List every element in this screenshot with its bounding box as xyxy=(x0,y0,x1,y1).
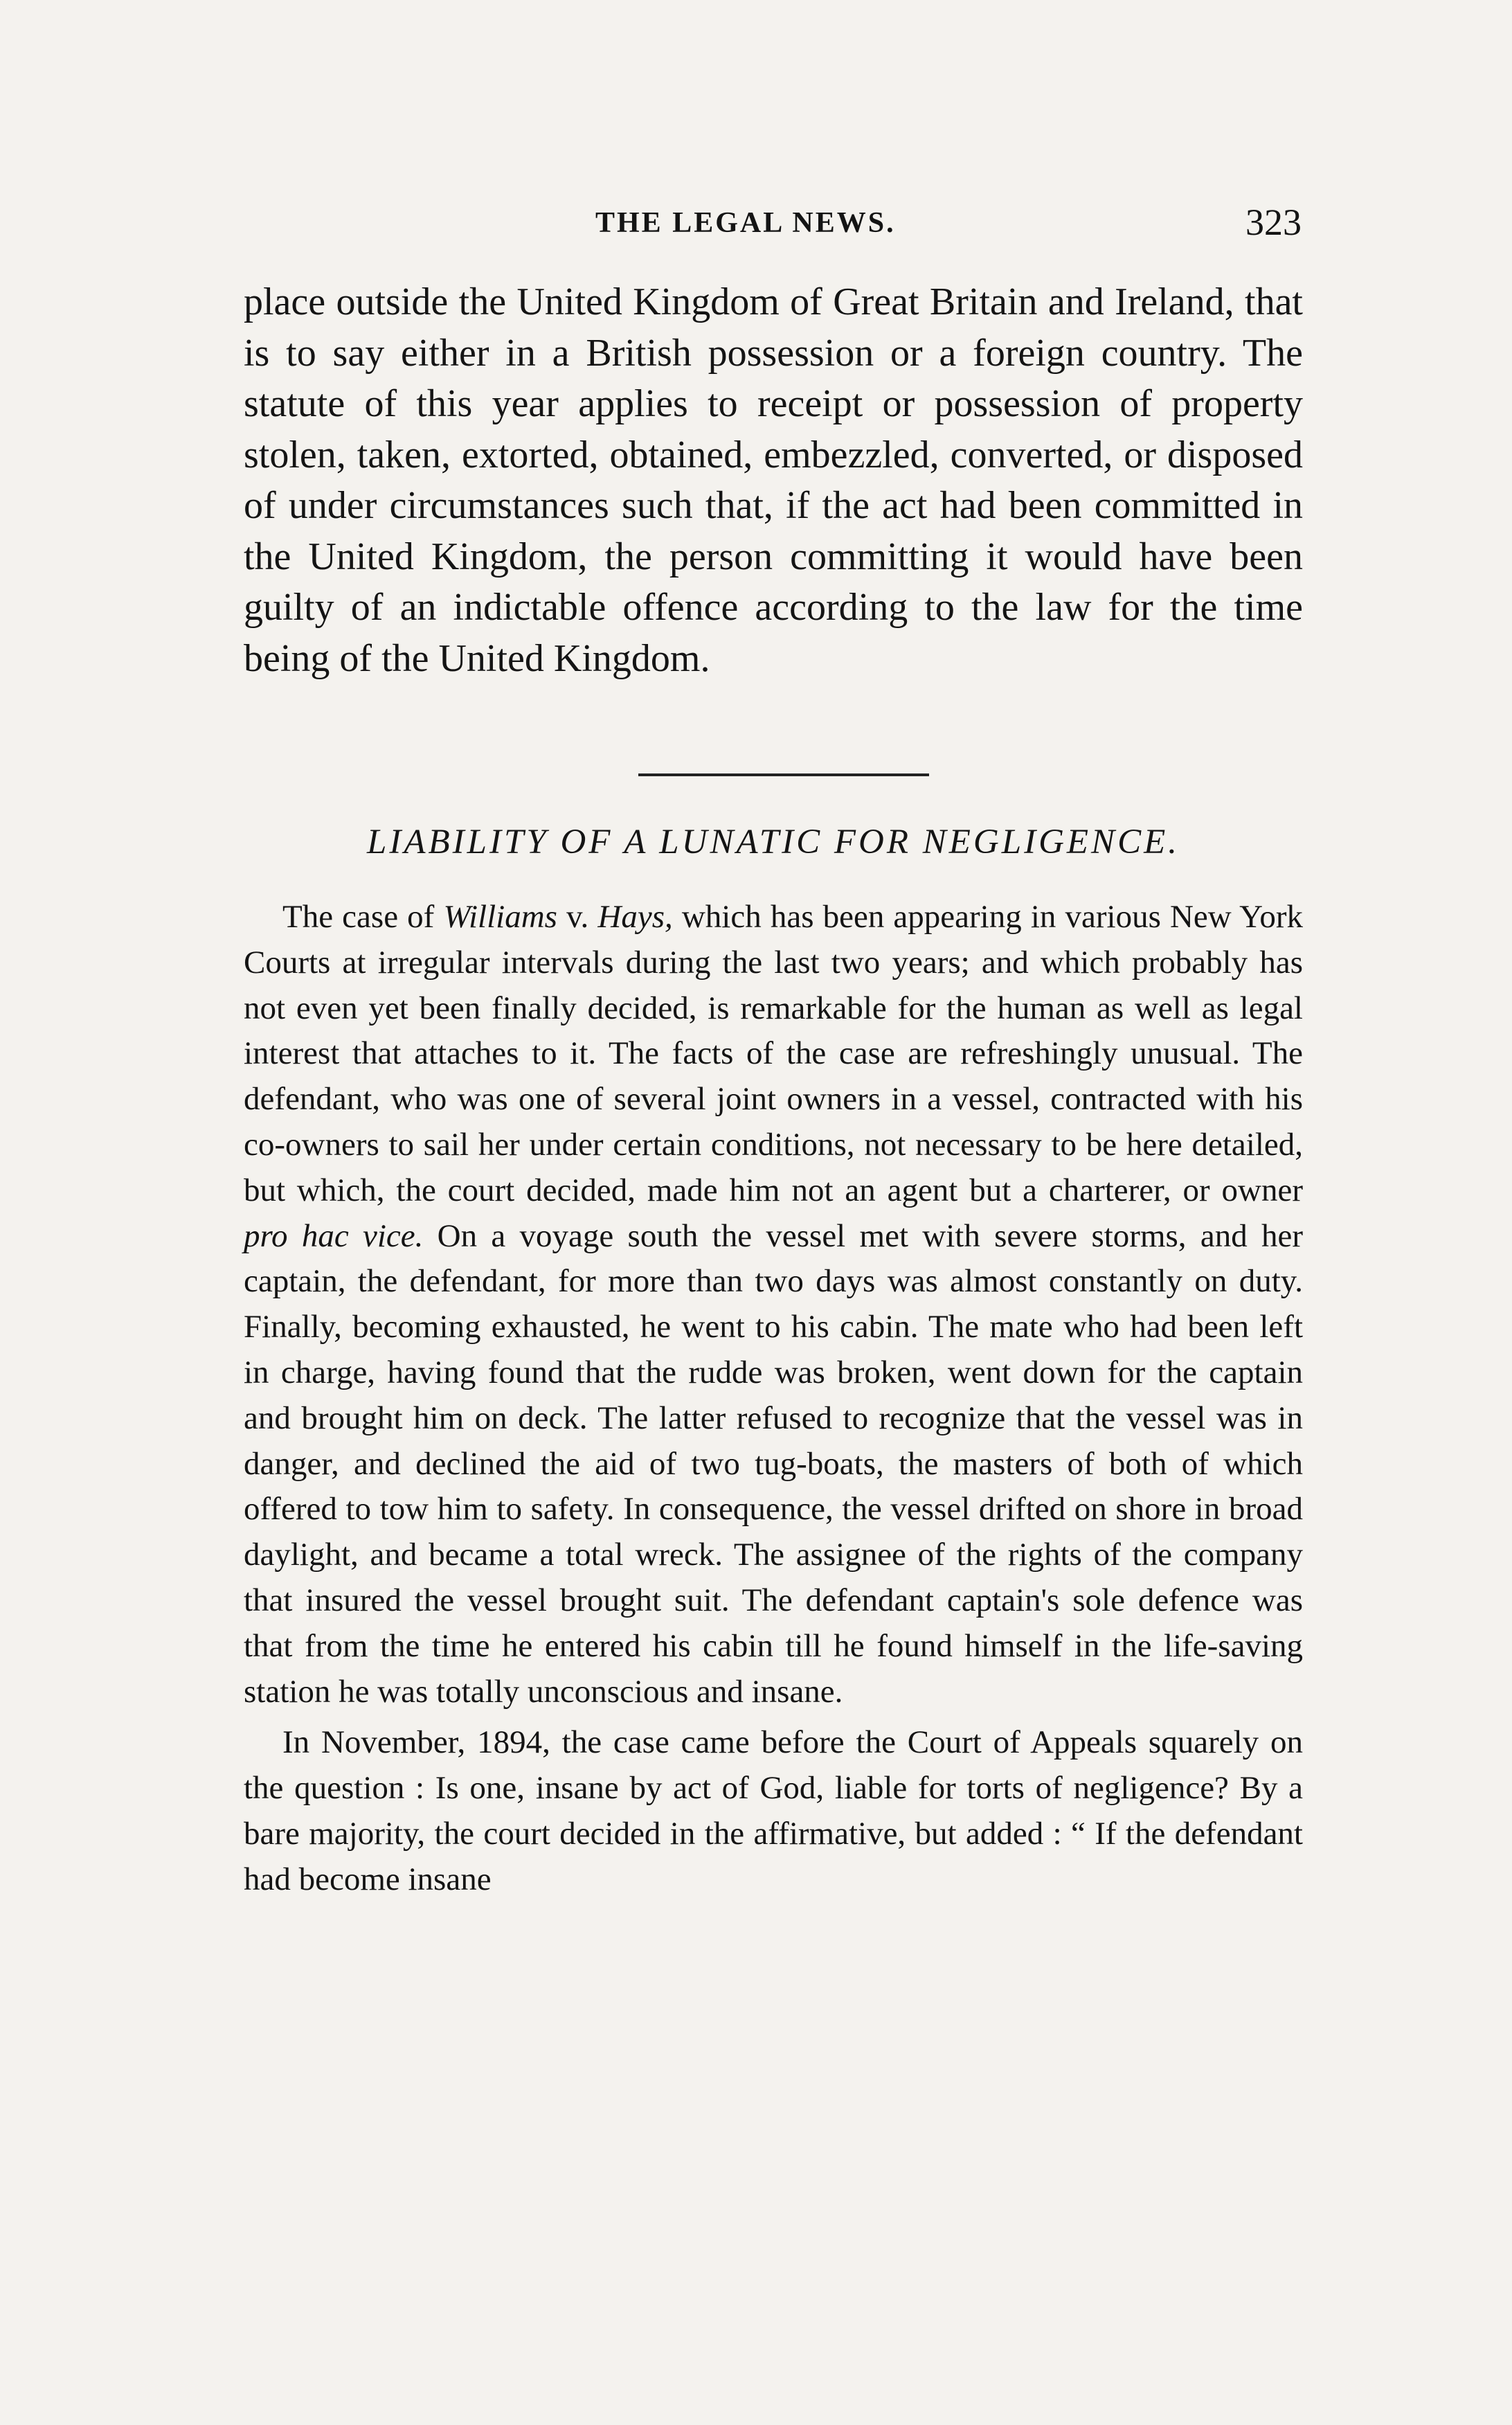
running-title: THE LEGAL NEWS. xyxy=(595,207,896,239)
article-paragraph-1 xyxy=(244,895,1303,1715)
article-paragraph-2: In November, 1894, the case came before the Court of Appeals squarely on the question : Is one, insane by act of God, liable for torts of negligence? By a bare majority, the court decided in the affirmative, but added : “ If the defendant had become insane xyxy=(244,1724,1303,1897)
paragraph-lead: The case of xyxy=(282,899,444,935)
page-number: 323 xyxy=(1245,202,1302,243)
article-body xyxy=(244,895,1303,1903)
article-heading: LIABILITY OF A LUNATIC FOR NEGLIGENCE. xyxy=(367,823,1180,861)
intro-text-block xyxy=(244,277,1303,684)
paragraph-text-a: which has been appearing in various New York Courts at irregular intervals during the last two years; and which probably has not even yet been finally decided, is remarkable for the human as well as legal interest that attaches to it. The facts of the case are refreshingly unusual. The defendant, who was one of several joint owners in a vessel, contracted with his co-owners to sail her under certain conditions, not necessary to be here detailed, but which, the court decided, made him not an agent but a charterer, or owner xyxy=(244,899,1303,1208)
case-defendant: Hays, xyxy=(597,899,673,935)
section-divider xyxy=(638,773,929,776)
case-versus: v. xyxy=(557,899,598,935)
paragraph-text-b: On a voyage south the vessel met with severe storms, and her captain, the defendant, for more than two days was almost constantly on duty. Finally, becoming exhausted, he went to his cabin. The mate who had been left in charge, having found that the rudde was broken, went down for the captain and brought him on deck. The latter refused to recognize that the vessel was in danger, and declined the aid of two tug-boats, the masters of both of which offered to tow him to safety. In consequence, the vessel drifted on shore in broad daylight, and became a total wreck. The assignee of the rights of the company that insured the vessel brought suit. The defendant captain's sole defence was that from the time he entered his cabin till he found himself in the life-saving station he was totally unconscious and insane. xyxy=(244,1217,1303,1710)
running-header xyxy=(249,201,1302,249)
latin-phrase: pro hac vice. xyxy=(244,1217,424,1254)
intro-paragraph: place outside the United Kingdom of Great Britain and Ireland, that is to say either in a British possession or a foreign country. The statute of this year applies to receipt or possession of property stolen, taken, extorted, obtained, embezzled, converted, or disposed of under circumstances such that, if the act had been committed in the United Kingdom, the person committing it would have been guilty of an indictable offence according to the law for the time being of the United Kingdom. xyxy=(244,280,1303,680)
case-plaintiff: Williams xyxy=(443,899,557,935)
